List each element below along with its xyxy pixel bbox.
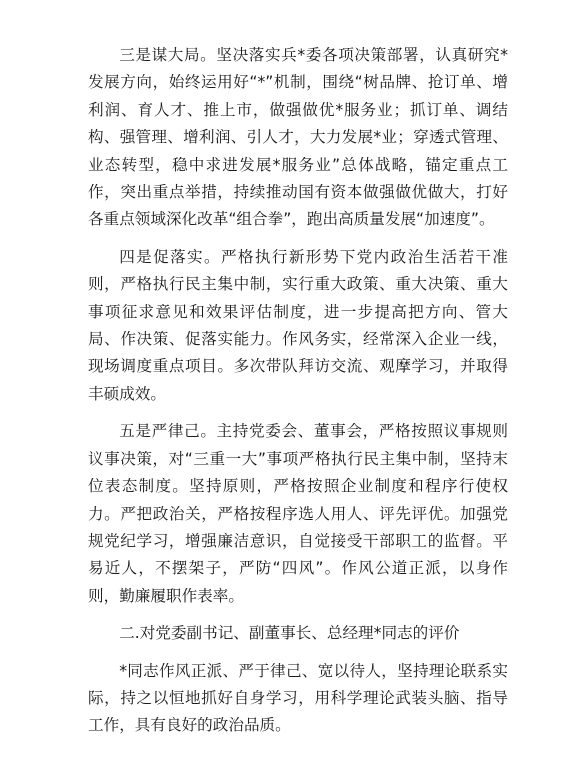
document-page	[88, 42, 508, 740]
paragraph-evaluation: *同志作风正派、严于律己、宽以待人，坚持理论联系实际，持之以恒地抓好自身学习，用科学理论武装头脑、指导工作，具有良好的政治品质。	[88, 661, 508, 735]
paragraph-yan-lvji: 五是严律己。主持党委会、董事会，严格按照议事规则议事决策，对“三重一大”事项严格执行民主集中制，坚持末位表态制度。坚持原则，严格按照企业制度和程序行使权力。严把政治关，严格按程序选人用人、评先评优。加强党规党纪学习，增强廉洁意识，自觉接受干部职工的监督。平易近人，不摆架子，严防“四风”。作风公道正派，以身作则，勤廉履职作表率。	[88, 422, 508, 605]
paragraph-mou-daju: 三是谋大局。坚决落实兵*委各项决策部署，认真研究*发展方向，始终运用好“*”机制，围绕“树品牌、抢订单、增利润、育人才、推上市，做强做优*服务业；抓订单、调结构、强管理、增利润、引人才，大力发展*业；穿透式管理、业态转型，稳中求进发展*服务业”总体战略，锚定重点工作，突出重点举措，持续推动国有资本做强做优做大，打好各重点领域深化改革“组合拳”，跑出高质量发展“加速度”。	[88, 46, 508, 229]
section-heading: 二.对党委副书记、副董事长、总经理*同志的评价	[119, 624, 460, 643]
paragraph-cu-luoshi: 四是促落实。严格执行新形势下党内政治生活若干准则，严格执行民主集中制，实行重大政策、重大决策、重大事项征求意见和效果评估制度，进一步提高把方向、管大局、作决策、促落实能力。作风务实，经常深入企业一线，现场调度重点项目。多次带队拜访交流、观摩学习，并取得丰硕成效。	[88, 247, 508, 403]
